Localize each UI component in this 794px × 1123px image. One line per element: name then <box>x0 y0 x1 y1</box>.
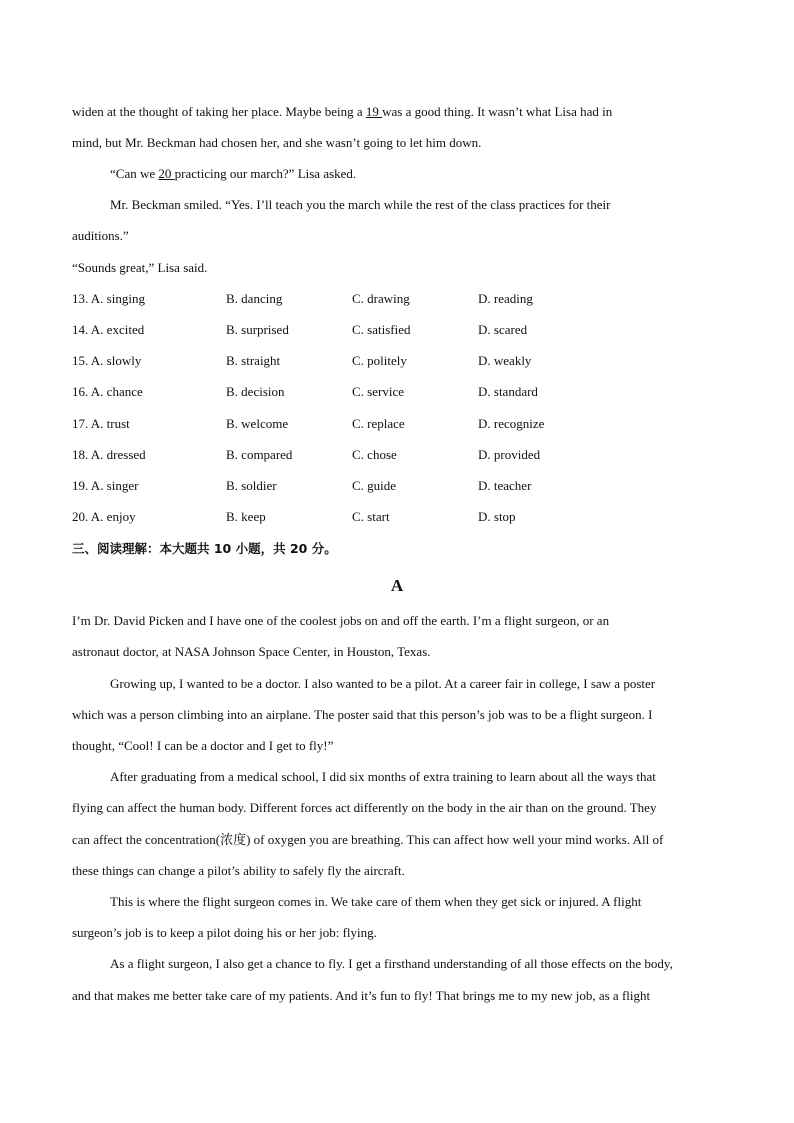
cloze-line-6 <box>72 260 207 276</box>
question-row <box>72 384 143 400</box>
question-row <box>72 291 145 307</box>
question-row <box>72 416 130 432</box>
question-row <box>72 353 141 369</box>
cloze-text: practicing our march?” Lisa asked. <box>174 166 357 181</box>
passage-line: and that makes me better take care of my patients. And it’s fun to fly! That brings me to my new job, as a flight <box>72 988 651 1003</box>
option-b: B. dancing <box>226 291 283 306</box>
option-c: C. start <box>352 509 390 524</box>
cloze-text: auditions.” <box>72 228 129 243</box>
passage-line: Growing up, I wanted to be a doctor. I also wanted to be a pilot. At a career fair in college, I saw a poster <box>110 676 656 691</box>
option-c: C. satisfied <box>352 322 411 337</box>
option-c: C. guide <box>352 478 397 493</box>
question-number: 15. <box>72 353 89 368</box>
cloze-text: was a good thing. It wasn’t what Lisa had in <box>382 104 613 119</box>
question-row <box>72 509 136 525</box>
passage-line: astronaut doctor, at NASA Johnson Space Center, in Houston, Texas. <box>72 644 431 659</box>
question-number: 13. <box>72 291 89 306</box>
option-d: D. teacher <box>478 478 532 493</box>
option-b: B. surprised <box>226 322 289 337</box>
passage-line: can affect the concentration(浓度) of oxygen you are breathing. This can affect how well your mind works. All of <box>72 832 664 847</box>
question-number: 19. <box>72 478 89 493</box>
section-heading: 三、阅读理解：本大题共 10 小题，共 20 分。 <box>72 541 337 556</box>
option-d: D. weakly <box>478 353 532 368</box>
option-b: B. welcome <box>226 416 289 431</box>
passage-line: After graduating from a medical school, I did six months of extra training to learn about all the ways that <box>110 769 656 784</box>
option-a: A. excited <box>90 322 145 337</box>
cloze-text: mind, but Mr. Beckman had chosen her, and she wasn’t going to let him down. <box>72 135 482 150</box>
option-c: C. politely <box>352 353 407 368</box>
blank-19: 19 <box>365 104 383 119</box>
option-b: B. soldier <box>226 478 277 493</box>
passage-letter: A <box>390 576 404 595</box>
cloze-text: Mr. Beckman smiled. “Yes. I’ll teach you the march while the rest of the class practices for their <box>110 197 611 212</box>
cloze-text: “Sounds great,” Lisa said. <box>72 260 208 275</box>
passage-line: I’m Dr. David Picken and I have one of the coolest jobs on and off the earth. I’m a flight surgeon, or an <box>72 613 610 628</box>
question-number: 14. <box>72 322 89 337</box>
passage-line: thought, “Cool! I can be a doctor and I get to fly!” <box>72 738 334 753</box>
question-row <box>72 478 138 494</box>
option-d: D. reading <box>478 291 533 306</box>
option-b: B. straight <box>226 353 281 368</box>
option-a: A. slowly <box>90 353 142 368</box>
option-c: C. service <box>352 384 404 399</box>
option-d: D. scared <box>478 322 528 337</box>
question-number: 16. <box>72 384 89 399</box>
option-c: C. drawing <box>352 291 410 306</box>
option-d: D. stop <box>478 509 516 524</box>
option-d: D. recognize <box>478 416 545 431</box>
blank-20: 20 <box>158 166 175 181</box>
cloze-text: “Can we <box>110 166 159 181</box>
option-d: D. standard <box>478 384 538 399</box>
passage-line: these things can change a pilot’s ability to safely fly the aircraft. <box>72 863 405 878</box>
question-number: 20. <box>72 509 89 524</box>
option-d: D. provided <box>478 447 541 462</box>
passage-line: surgeon’s job is to keep a pilot doing his or her job: flying. <box>72 925 377 940</box>
cloze-line-5 <box>72 228 129 244</box>
option-a: A. singing <box>90 291 145 306</box>
question-row <box>72 447 146 463</box>
option-c: C. replace <box>352 416 405 431</box>
option-a: A. enjoy <box>90 509 136 524</box>
option-b: B. keep <box>226 509 266 524</box>
cloze-line-1 <box>72 104 612 120</box>
cloze-line-2 <box>72 135 481 151</box>
cloze-text: widen at the thought of taking her place. Maybe being a <box>72 104 366 119</box>
passage-line: flying can affect the human body. Different forces act differently on the body in the air than on the ground. They <box>72 800 657 815</box>
option-a: A. singer <box>90 478 139 493</box>
passage-line: This is where the flight surgeon comes in. We take care of them when they get sick or injured. A flight <box>110 894 642 909</box>
option-c: C. chose <box>352 447 397 462</box>
option-a: A. trust <box>90 416 130 431</box>
question-row <box>72 322 144 338</box>
cloze-line-3 <box>110 166 356 182</box>
passage-line: As a flight surgeon, I also get a chance to fly. I get a firsthand understanding of all those effects on the body, <box>110 956 673 971</box>
option-b: B. compared <box>226 447 293 462</box>
cloze-line-4 <box>110 197 610 213</box>
option-a: A. dressed <box>90 447 146 462</box>
passage-line: which was a person climbing into an airplane. The poster said that this person’s job was to be a flight surgeon. I <box>72 707 653 722</box>
question-number: 17. <box>72 416 89 431</box>
option-b: B. decision <box>226 384 285 399</box>
option-a: A. chance <box>90 384 143 399</box>
question-number: 18. <box>72 447 89 462</box>
